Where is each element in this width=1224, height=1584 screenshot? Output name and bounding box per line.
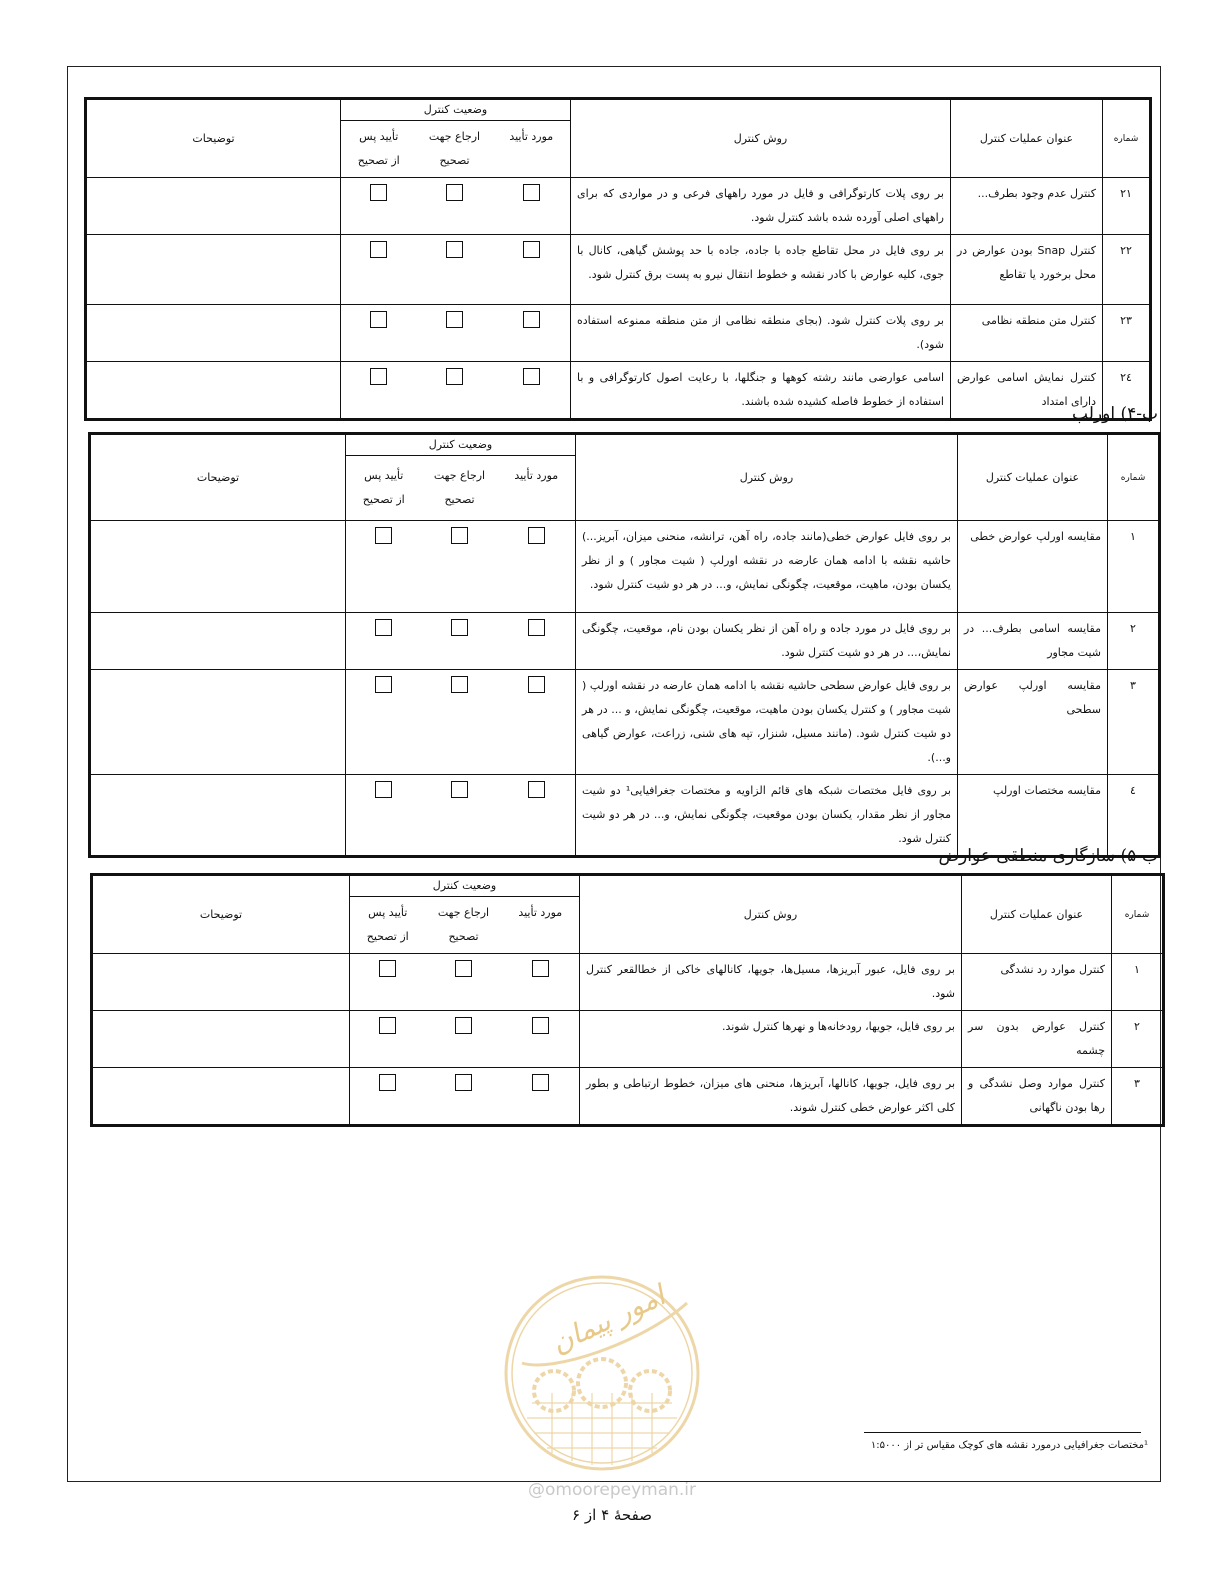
omoore-peyman-seal-watermark: [502, 1273, 702, 1473]
row-number: ٢: [1108, 613, 1160, 670]
row-control-method: بر روی پلات کارتوگرافی و فایل در مورد راههای فرعی و در مواردی که برای راههای اصلی آورده شده باشد کنترل شود.: [571, 178, 951, 235]
header-refer-2: تصحیح: [439, 154, 470, 167]
header-approved: مورد تأیید: [518, 906, 563, 919]
header-approve-after: تأیید پس: [359, 130, 399, 143]
row-notes-field[interactable]: [92, 1068, 350, 1126]
approved-after-correction-checkbox-cell: [350, 954, 426, 1011]
row-notes-field[interactable]: [86, 305, 341, 362]
approved-after-correction-checkbox[interactable]: [379, 1017, 396, 1034]
footnote: ¹مختصات جغرافیایی درمورد نقشه های کوچک مقیاس تر از ۱:۵۰۰۰: [870, 1440, 1148, 1451]
header-approved: مورد تأیید: [509, 130, 554, 143]
header-refer: ارجاع جهت: [428, 130, 481, 143]
header-notes: توضیحات: [92, 875, 350, 954]
row-control-method: بر روی فایل در مورد جاده و راه آهن از نظر یکسان بودن نام، موقعیت، چگونگی نمایش،... در هر دو شیت کنترل شود.: [576, 613, 958, 670]
approved-checkbox[interactable]: [523, 368, 540, 385]
row-operation-title: کنترل متن منطقه نظامی: [951, 305, 1103, 362]
row-operation-title: مقایسه اورلپ عوارض خطی: [958, 521, 1108, 613]
row-control-method: بر روی فایل مختصات شبکه های قائم الزاویه و مختصات جغرافیایی¹ دو شیت مجاور از نظر مقدار، یکسان بودن موقعیت، چگونگی نمایش، و... در هر دو شیت کنترل شود.: [576, 775, 958, 857]
refer-for-correction-checkbox-cell: [417, 362, 493, 420]
header-notes: توضیحات: [86, 99, 341, 178]
row-number: ۲۲: [1103, 235, 1151, 305]
approved-after-correction-checkbox[interactable]: [375, 676, 392, 693]
refer-for-correction-checkbox[interactable]: [451, 781, 468, 798]
row-number: ۲۱: [1103, 178, 1151, 235]
approved-checkbox[interactable]: [528, 676, 545, 693]
row-operation-title: مقایسه مختصات اورلپ: [958, 775, 1108, 857]
row-control-method: بر روی فایل عوارض خطی(مانند جاده، راه آهن، ترانشه، منحنی میزان، آبریز...) حاشیه نقشه با ادامه همان عارضه در نقشه اورلپ ( شیت مجاور ) و از نظر یکسان بودن، ماهیت، موقعیت، چگونگی نمایش، و... در هر دو شیت کنترل شود.: [576, 521, 958, 613]
approved-checkbox[interactable]: [532, 960, 549, 977]
refer-for-correction-checkbox-cell: [422, 775, 498, 857]
control-table-2: [88, 432, 1161, 858]
approved-checkbox-cell: [502, 954, 580, 1011]
control-table-1: [84, 97, 1152, 421]
approved-checkbox[interactable]: [532, 1017, 549, 1034]
approved-after-correction-checkbox[interactable]: [375, 527, 392, 544]
footnote-divider: [864, 1432, 1141, 1433]
approved-after-correction-checkbox-cell: [346, 521, 422, 613]
header-approve-after-2: از تصحیح: [362, 493, 405, 506]
refer-for-correction-checkbox-cell: [426, 954, 502, 1011]
approved-checkbox-cell: [493, 235, 571, 305]
row-control-method: بر روی فایل عوارض سطحی حاشیه نقشه با ادامه همان عارضه در نقشه اورلپ ( شیت مجاور ) و کنترل یکسان بودن ماهیت، موقعیت، چگونگی نمایش، و ... در هر دو شیت کنترل شود. (مانند مسیل، شنزار، تپه های شنی، زراعت، عوارض گیاهی و...).: [576, 670, 958, 775]
approved-checkbox-cell: [493, 362, 571, 420]
row-control-method: بر روی فایل، عبور آبریزها، مسیل‌ها، جویها، کانالهای خاکی از خطالقعر کنترل شود.: [580, 954, 962, 1011]
table-row: [86, 235, 1151, 305]
table-row: [86, 305, 1151, 362]
approved-after-correction-checkbox[interactable]: [379, 960, 396, 977]
row-number: ۲۳: [1103, 305, 1151, 362]
approved-after-correction-checkbox-cell: [346, 775, 422, 857]
refer-for-correction-checkbox[interactable]: [446, 241, 463, 258]
header-status: وضعیت کنترل: [341, 99, 571, 121]
row-notes-field[interactable]: [86, 362, 341, 420]
header-approve-after: تأیید پس: [364, 469, 404, 482]
approved-after-correction-checkbox[interactable]: [370, 241, 387, 258]
header-approve-after-2: از تصحیح: [366, 930, 409, 943]
table-row: [86, 178, 1151, 235]
row-control-method: بر روی فایل، جویها، کانالها، آبریزها، منحنی های میزان، خطوط ارتباطی و بطور کلی اکثر عوارض خطی کنترل شوند.: [580, 1068, 962, 1126]
row-operation-title: کنترل موارد وصل نشدگی و رها بودن ناگهانی: [962, 1068, 1112, 1126]
row-operation-title: کنترل عوارض بدون سر چشمه: [962, 1011, 1112, 1068]
approved-after-correction-checkbox-cell: [350, 1068, 426, 1126]
approved-checkbox[interactable]: [528, 527, 545, 544]
approved-checkbox[interactable]: [523, 184, 540, 201]
approved-checkbox-cell: [502, 1068, 580, 1126]
table-row: [92, 1068, 1164, 1126]
row-notes-field[interactable]: [92, 1011, 350, 1068]
refer-for-correction-checkbox[interactable]: [446, 368, 463, 385]
row-number: ٤: [1108, 775, 1160, 857]
approved-checkbox-cell: [498, 521, 576, 613]
row-number: ۲٤: [1103, 362, 1151, 420]
table-row: [86, 362, 1151, 420]
row-control-method: بر روی پلات کنترل شود. (بجای منطقه نظامی از متن منطقه ممنوعه استفاده شود).: [571, 305, 951, 362]
page-number: صفحهٔ ۴ از ۶: [572, 1506, 652, 1524]
refer-for-correction-checkbox-cell: [422, 670, 498, 775]
approved-after-correction-checkbox-cell: [341, 305, 417, 362]
table-row: [92, 954, 1164, 1011]
approved-checkbox-cell: [502, 1011, 580, 1068]
refer-for-correction-checkbox-cell: [426, 1011, 502, 1068]
approved-checkbox[interactable]: [528, 619, 545, 636]
row-operation-title: کنترل نمایش اسامی عوارض دارای امتداد: [951, 362, 1103, 420]
section-title-overlap: ب-۴) اورلپ: [1072, 404, 1158, 424]
header-refer-2: تصحیح: [444, 493, 475, 506]
approved-checkbox[interactable]: [523, 241, 540, 258]
row-notes-field[interactable]: [86, 178, 341, 235]
header-number: شماره: [1112, 875, 1164, 954]
row-operation-title: مقایسه اسامی بطرف... در شیت مجاور: [958, 613, 1108, 670]
refer-for-correction-checkbox[interactable]: [455, 1017, 472, 1034]
row-control-method: اسامی عوارضی مانند رشته کوهها و جنگلها، با رعایت اصول کارتوگرافی و با استفاده از خطوط فاصله کشیده شده باشند.: [571, 362, 951, 420]
header-operation-title: عنوان عملیات کنترل: [951, 99, 1103, 178]
row-number: ٢: [1112, 1011, 1164, 1068]
refer-for-correction-checkbox-cell: [417, 305, 493, 362]
approved-checkbox[interactable]: [532, 1074, 549, 1091]
approved-after-correction-checkbox-cell: [350, 1011, 426, 1068]
approved-after-correction-checkbox[interactable]: [370, 368, 387, 385]
approved-after-correction-checkbox-cell: [346, 613, 422, 670]
approved-checkbox[interactable]: [528, 781, 545, 798]
approved-after-correction-checkbox-cell: [341, 362, 417, 420]
section-title-logical-consistency: ب-۵) سازگاری منطقی عوارض: [938, 846, 1158, 866]
refer-for-correction-checkbox[interactable]: [451, 527, 468, 544]
approved-checkbox-cell: [493, 305, 571, 362]
header-status: وضعیت کنترل: [346, 434, 576, 456]
header-method: روش کنترل: [580, 875, 962, 954]
approved-after-correction-checkbox[interactable]: [375, 781, 392, 798]
header-status: وضعیت کنترل: [350, 875, 580, 897]
header-refer: ارجاع جهت: [433, 469, 486, 482]
row-operation-title: کنترل Snap بودن عوارض در محل برخورد یا تقاطع: [951, 235, 1103, 305]
row-number: ٣: [1108, 670, 1160, 775]
refer-for-correction-checkbox[interactable]: [446, 184, 463, 201]
table-row: [90, 521, 1160, 613]
row-notes-field[interactable]: [90, 775, 346, 857]
row-number: ١: [1112, 954, 1164, 1011]
control-table-3: [90, 873, 1165, 1127]
row-notes-field[interactable]: [90, 521, 346, 613]
approved-after-correction-checkbox[interactable]: [370, 311, 387, 328]
row-number: ١: [1108, 521, 1160, 613]
table-row: [90, 613, 1160, 670]
approved-after-correction-checkbox-cell: [346, 670, 422, 775]
header-number: شماره: [1108, 434, 1160, 521]
table-row: [90, 670, 1160, 775]
header-operation-title: عنوان عملیات کنترل: [962, 875, 1112, 954]
row-control-method: بر روی فایل، جویها، رودخانه‌ها و نهرها کنترل شوند.: [580, 1011, 962, 1068]
table-row: [92, 1011, 1164, 1068]
row-notes-field[interactable]: [90, 613, 346, 670]
row-operation-title: کنترل عدم وجود بطرف...: [951, 178, 1103, 235]
row-number: ٣: [1112, 1068, 1164, 1126]
refer-for-correction-checkbox[interactable]: [446, 311, 463, 328]
approved-checkbox[interactable]: [523, 311, 540, 328]
header-refer-2: تصحیح: [448, 930, 479, 943]
header-notes: توضیحات: [90, 434, 346, 521]
header-operation-title: عنوان عملیات کنترل: [958, 434, 1108, 521]
seal-text: امور پیمان: [546, 1278, 670, 1360]
header-number: شماره: [1103, 99, 1151, 178]
row-notes-field[interactable]: [92, 954, 350, 1011]
row-notes-field[interactable]: [86, 235, 341, 305]
table-row: [90, 775, 1160, 857]
refer-for-correction-checkbox[interactable]: [451, 619, 468, 636]
approved-checkbox-cell: [498, 613, 576, 670]
refer-for-correction-checkbox[interactable]: [455, 960, 472, 977]
approved-after-correction-checkbox[interactable]: [375, 619, 392, 636]
approved-checkbox-cell: [498, 670, 576, 775]
row-notes-field[interactable]: [90, 670, 346, 775]
refer-for-correction-checkbox-cell: [417, 235, 493, 305]
row-operation-title: مقایسه اورلپ عوارض سطحی: [958, 670, 1108, 775]
refer-for-correction-checkbox-cell: [422, 521, 498, 613]
refer-for-correction-checkbox[interactable]: [455, 1074, 472, 1091]
approved-after-correction-checkbox[interactable]: [370, 184, 387, 201]
approved-after-correction-checkbox[interactable]: [379, 1074, 396, 1091]
approved-checkbox-cell: [493, 178, 571, 235]
row-control-method: بر روی فایل در محل تقاطع جاده با جاده، جاده با حد پوشش گیاهی، کانال با جوی، کلیه عوارض با کادر نقشه و خطوط انتقال نیرو به پست برق کنترل شود.: [571, 235, 951, 305]
approved-after-correction-checkbox-cell: [341, 235, 417, 305]
approved-checkbox-cell: [498, 775, 576, 857]
refer-for-correction-checkbox-cell: [417, 178, 493, 235]
refer-for-correction-checkbox-cell: [426, 1068, 502, 1126]
refer-for-correction-checkbox-cell: [422, 613, 498, 670]
refer-for-correction-checkbox[interactable]: [451, 676, 468, 693]
header-approve-after-2: از تصحیح: [357, 154, 400, 167]
header-approved: مورد تأیید: [514, 469, 559, 482]
approved-after-correction-checkbox-cell: [341, 178, 417, 235]
header-method: روش کنترل: [576, 434, 958, 521]
header-refer: ارجاع جهت: [437, 906, 490, 919]
watermark-url: @omoorepeyman.ir: [527, 1480, 697, 1500]
row-operation-title: کنترل موارد رد نشدگی: [962, 954, 1112, 1011]
header-method: روش کنترل: [571, 99, 951, 178]
header-approve-after: تأیید پس: [368, 906, 408, 919]
